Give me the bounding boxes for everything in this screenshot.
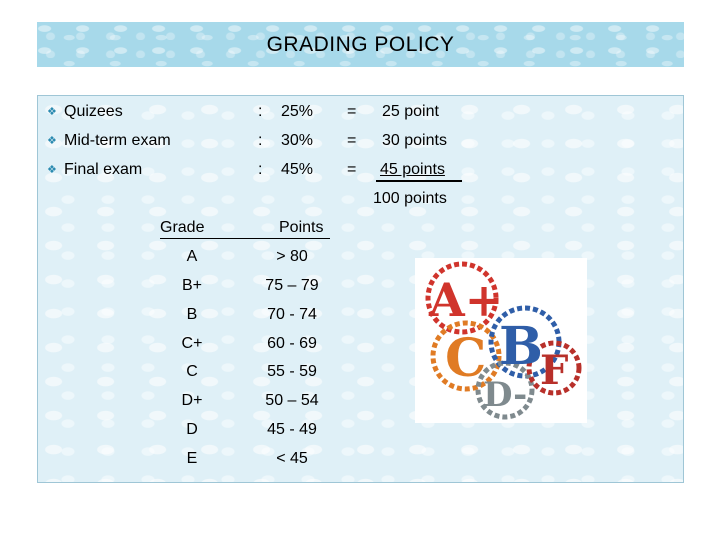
points-header: Points	[279, 219, 324, 236]
grade-cell: B+	[181, 277, 202, 294]
points-cell: 50 – 54	[265, 392, 319, 409]
grade-cell: C+	[181, 335, 203, 352]
sum-rule	[376, 180, 462, 182]
logo-letter-b: B	[499, 316, 543, 377]
component-equals: =	[347, 103, 357, 120]
grade-stamps-image	[415, 258, 587, 423]
bullet-icon: ❖	[47, 135, 57, 147]
component-points: 45 points	[380, 161, 445, 178]
grade-cell: A	[186, 248, 198, 265]
component-points: 30 points	[382, 132, 447, 149]
component-points: 25 point	[382, 103, 439, 120]
component-percent: 25%	[281, 103, 314, 120]
grade-cell: D	[186, 421, 198, 438]
points-cell: 45 - 49	[267, 421, 317, 438]
component-equals: =	[347, 161, 357, 178]
bullet-icon: ❖	[47, 106, 57, 118]
grade-cell: D+	[181, 392, 203, 409]
component-name: Quizees	[64, 103, 123, 120]
page-title: GRADING POLICY	[266, 32, 455, 56]
points-cell: < 45	[276, 450, 308, 467]
component-percent: 45%	[281, 161, 314, 178]
logo-letter-c: C	[445, 328, 487, 389]
component-sep: :	[258, 132, 263, 149]
points-cell: 55 - 59	[267, 363, 317, 380]
points-cell: 70 - 74	[267, 306, 317, 323]
points-cell: > 80	[276, 248, 308, 265]
grade-cell: C	[186, 363, 198, 380]
component-equals: =	[347, 132, 357, 149]
points-cell: 60 - 69	[267, 335, 317, 352]
grade-header: Grade	[160, 219, 205, 236]
grade-cell: E	[186, 450, 198, 467]
bullet-icon: ❖	[47, 164, 57, 176]
grade-stamps-logo	[415, 258, 587, 423]
component-percent: 30%	[281, 132, 314, 149]
component-sep: :	[258, 103, 263, 120]
grade-cell: B	[186, 306, 198, 323]
points-cell: 75 – 79	[265, 277, 319, 294]
logo-letter-d: D-	[483, 375, 528, 415]
component-name: Mid-term exam	[64, 132, 171, 149]
component-sep: :	[258, 161, 263, 178]
logo-letter-f: F	[540, 347, 569, 394]
total-points: 100 points	[373, 190, 447, 207]
header-rule	[160, 238, 330, 239]
logo-letter-a: A+	[429, 273, 504, 327]
component-name: Final exam	[64, 161, 143, 178]
title-banner	[37, 22, 684, 67]
